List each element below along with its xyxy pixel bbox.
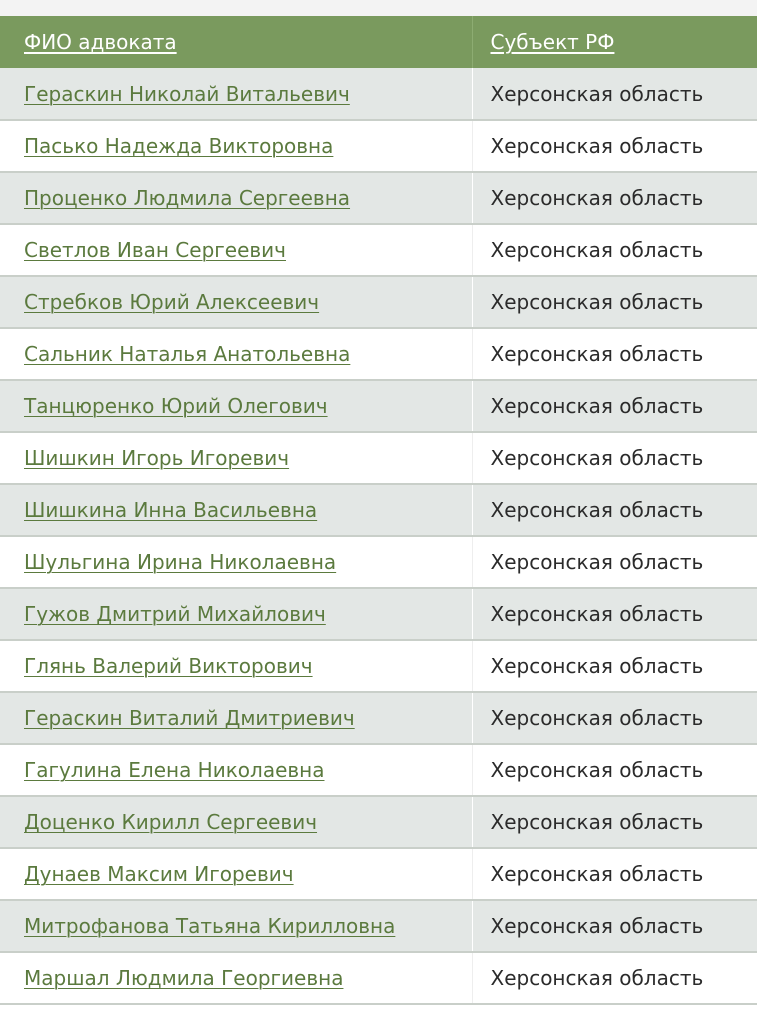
region-cell: Херсонская область [490, 758, 704, 782]
header-row [0, 16, 757, 68]
region-cell: Херсонская область [490, 186, 704, 210]
table-row [0, 380, 757, 432]
region-cell: Херсонская область [490, 81, 704, 106]
lawyer-name-link[interactable]: Шульгина Ирина Николаевна [24, 550, 337, 574]
lawyer-name-link[interactable]: Митрофанова Татьяна Кирилловна [24, 914, 396, 938]
name-cell [0, 328, 472, 380]
region-cell: Херсонская область [490, 498, 704, 522]
table-row [0, 952, 757, 1004]
table-row [0, 900, 757, 952]
region-cell: Херсонская область [490, 810, 704, 834]
lawyer-name-link[interactable]: Гераскин Николай Витальевич [24, 81, 350, 106]
table-header [0, 16, 757, 68]
name-cell [0, 588, 472, 640]
table-row [0, 796, 757, 848]
name-cell [0, 380, 472, 432]
lawyer-name-link[interactable]: Светлов Иван Сергеевич [24, 238, 286, 262]
name-cell [0, 848, 472, 900]
name-cell [0, 484, 472, 536]
region-cell: Херсонская область [490, 290, 704, 314]
lawyer-name-link[interactable]: Доценко Кирилл Сергеевич [24, 810, 318, 834]
table-row [0, 120, 757, 172]
table-row [0, 692, 757, 744]
table-row [0, 68, 757, 120]
lawyer-name-link[interactable]: Шишкин Игорь Игоревич [24, 446, 290, 470]
lawyer-name-link[interactable]: Танцюренко Юрий Олегович [24, 394, 328, 418]
table-row [0, 224, 757, 276]
region-cell: Херсонская область [490, 966, 704, 990]
lawyers-table [0, 16, 757, 1005]
lawyer-name-link[interactable]: Гагулина Елена Николаевна [24, 758, 325, 782]
region-cell: Херсонская область [490, 134, 704, 158]
name-cell [0, 432, 472, 484]
region-cell: Херсонская область [490, 342, 704, 366]
lawyer-name-link[interactable]: Стребков Юрий Алексеевич [24, 290, 320, 314]
table-row [0, 588, 757, 640]
region-cell: Херсонская область [490, 446, 704, 470]
table-row [0, 276, 757, 328]
region-cell: Херсонская область [490, 862, 704, 886]
lawyer-name-link[interactable]: Гераскин Виталий Дмитриевич [24, 706, 355, 730]
table-row [0, 536, 757, 588]
lawyer-name-link[interactable]: Проценко Людмила Сергеевна [24, 186, 351, 210]
lawyer-name-link[interactable]: Гужов Дмитрий Михайлович [24, 602, 326, 626]
region-cell: Херсонская область [490, 654, 704, 678]
region-cell: Херсонская область [490, 706, 704, 730]
table-row [0, 328, 757, 380]
lawyer-name-link[interactable]: Маршал Людмила Георгиевна [24, 966, 344, 990]
sort-by-name-link[interactable]: ФИО адвоката [24, 30, 177, 54]
name-cell [0, 120, 472, 172]
table-row [0, 848, 757, 900]
name-cell [0, 276, 472, 328]
region-column-header [472, 16, 757, 68]
lawyer-name-link[interactable]: Глянь Валерий Викторович [24, 654, 313, 678]
table-row [0, 640, 757, 692]
sort-by-region-link[interactable]: Субъект РФ [490, 30, 615, 54]
region-cell: Херсонская область [490, 238, 704, 262]
name-cell [0, 900, 472, 952]
region-cell: Херсонская область [490, 602, 704, 626]
name-cell [0, 224, 472, 276]
name-cell [0, 536, 472, 588]
name-cell [0, 952, 472, 1004]
lawyer-name-link[interactable]: Сальник Наталья Анатольевна [24, 342, 351, 366]
name-cell [0, 640, 472, 692]
lawyer-name-link[interactable]: Пасько Надежда Викторовна [24, 134, 334, 158]
region-cell: Херсонская область [490, 394, 704, 418]
lawyer-name-link[interactable]: Шишкина Инна Васильевна [24, 498, 318, 522]
table-row [0, 744, 757, 796]
table-row [0, 172, 757, 224]
table-body [0, 68, 757, 1004]
name-cell [0, 744, 472, 796]
name-cell [0, 692, 472, 744]
top-strip [0, 0, 757, 16]
name-cell [0, 172, 472, 224]
lawyer-name-link[interactable]: Дунаев Максим Игоревич [24, 862, 294, 886]
name-cell [0, 796, 472, 848]
region-cell: Херсонская область [490, 914, 704, 938]
name-column-header [0, 16, 472, 68]
table-row [0, 432, 757, 484]
table-row [0, 484, 757, 536]
name-cell [0, 68, 472, 120]
region-cell: Херсонская область [490, 550, 704, 574]
